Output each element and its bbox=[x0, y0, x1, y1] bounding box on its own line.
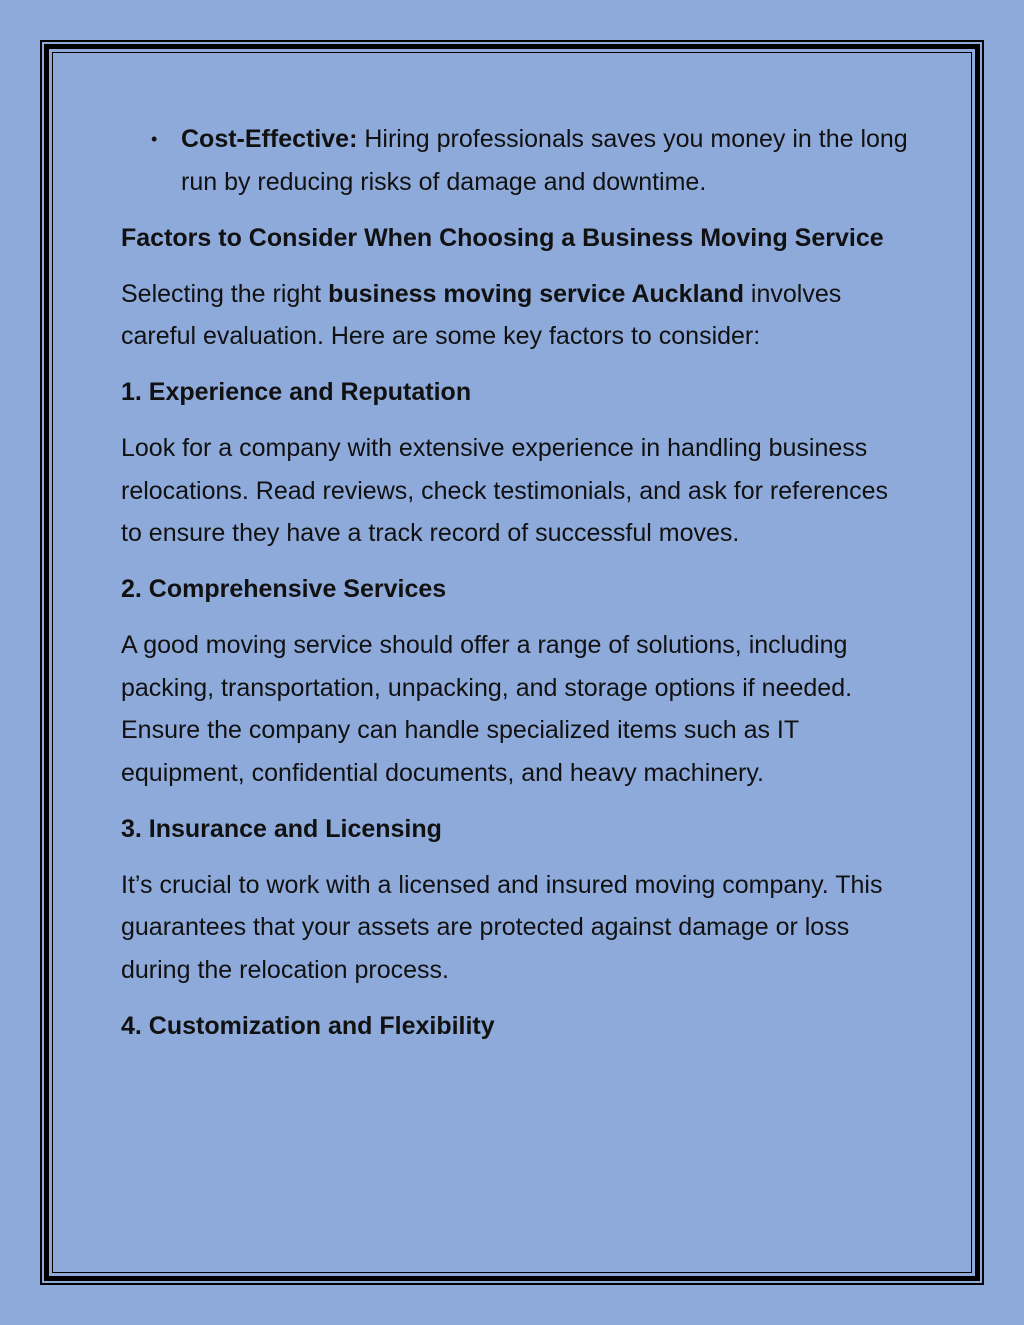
bullet-icon: • bbox=[151, 129, 158, 149]
factor-body-1: Look for a company with extensive experience in handling business relocations. Read reviews, check testimonials, and ask for references to ensure they have a track record of successful moves. bbox=[121, 434, 889, 547]
intro-paragraph bbox=[121, 273, 911, 358]
bullet-text: Hiring professionals saves you money in the long run by reducing risks of damage and downtime. bbox=[181, 125, 908, 196]
factor-body-3: It’s crucial to work with a licensed and insured moving company. This guarantees that your assets are protected against damage or loss during the relocation process. bbox=[121, 870, 883, 984]
factor-heading-1: 1. Experience and Reputation bbox=[121, 378, 472, 406]
list-item bbox=[121, 118, 911, 203]
factor-heading-4: 4. Customization and Flexibility bbox=[121, 1011, 495, 1040]
bullet-term: Cost-Effective: bbox=[181, 125, 358, 153]
factor-heading-2: 2. Comprehensive Services bbox=[121, 575, 447, 603]
intro-text-after: involves careful evaluation. Here are some key factors to consider: bbox=[121, 279, 842, 350]
intro-link-text: business moving service Auckland bbox=[328, 279, 744, 308]
bullet-list bbox=[121, 118, 911, 203]
intro-text-before: Selecting the right bbox=[121, 279, 329, 308]
factor-heading-3: 3. Insurance and Licensing bbox=[121, 814, 442, 843]
section-heading: Factors to Consider When Choosing a Business Moving Service bbox=[121, 223, 884, 252]
factor-body-2: A good moving service should offer a range of solutions, including packing, transportation, unpacking, and storage options if needed. Ensure the company can handle specialized items such as IT equipment, confidential documents, and heavy machinery. bbox=[121, 631, 853, 787]
document-content bbox=[121, 118, 911, 1061]
